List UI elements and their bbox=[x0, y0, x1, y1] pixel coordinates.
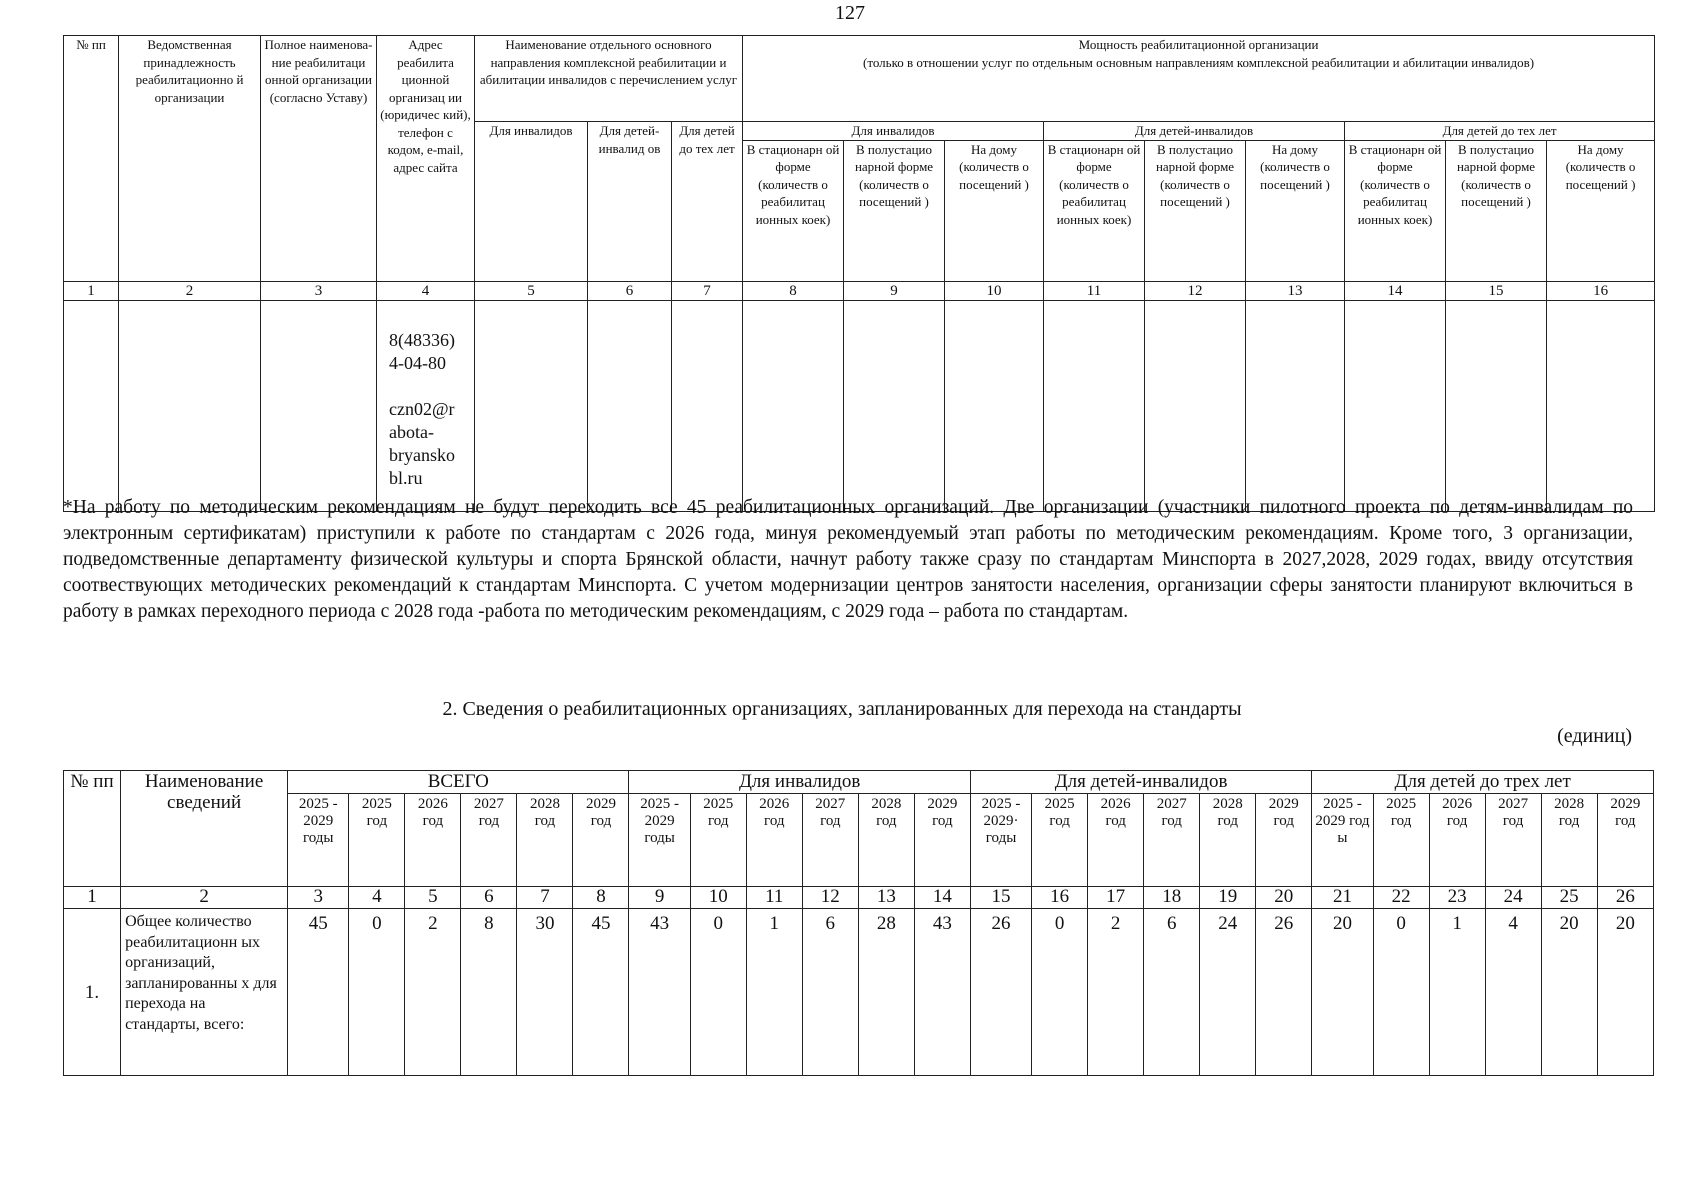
value-cell: 20 bbox=[1541, 909, 1597, 1076]
value-cell: 45 bbox=[288, 909, 349, 1076]
header-year: 2028 год bbox=[1541, 794, 1597, 887]
column-number: 18 bbox=[1144, 887, 1200, 909]
header-year: 2026 год bbox=[1088, 794, 1144, 887]
header-year: 2025 - 2029· годы bbox=[970, 794, 1031, 887]
header-year: 2026 год bbox=[746, 794, 802, 887]
column-number: 1 bbox=[64, 281, 119, 300]
column-number: 13 bbox=[858, 887, 914, 909]
header-year: 2027 год bbox=[802, 794, 858, 887]
column-number: 3 bbox=[288, 887, 349, 909]
header-year: 2025 - 2029 годы bbox=[288, 794, 349, 887]
column-number: 14 bbox=[1345, 281, 1446, 300]
column-number: 1 bbox=[64, 887, 121, 909]
value-cell: 28 bbox=[858, 909, 914, 1076]
standards-transition-table bbox=[63, 770, 1654, 1076]
header-full-name: Полное наименова-ние реабилитаци онной организации (согласно Уставу) bbox=[261, 36, 377, 282]
header-capacity bbox=[743, 36, 1655, 122]
header-num: № пп bbox=[64, 36, 119, 282]
email-line: bryansko bbox=[389, 444, 455, 465]
header-group-children-disabled: Для детей-инвалидов bbox=[1044, 122, 1345, 141]
column-number: 11 bbox=[746, 887, 802, 909]
column-number: 25 bbox=[1541, 887, 1597, 909]
value-cell: 2 bbox=[405, 909, 461, 1076]
table-row bbox=[64, 909, 1654, 1076]
header-semi-stationary: В полустацио нарной форме (количеств о посещений ) bbox=[1145, 140, 1246, 281]
value-cell: 2 bbox=[1088, 909, 1144, 1076]
header-num: № пп bbox=[64, 771, 121, 887]
column-number: 26 bbox=[1597, 887, 1653, 909]
value-cell: 43 bbox=[629, 909, 690, 1076]
value-cell: 45 bbox=[573, 909, 629, 1076]
column-number: 23 bbox=[1429, 887, 1485, 909]
header-year: 2028 год bbox=[1200, 794, 1256, 887]
header-group: Для детей до трех лет bbox=[1312, 771, 1654, 794]
header-group-children-under: Для детей до тех лет bbox=[1345, 122, 1655, 141]
column-number: 15 bbox=[1446, 281, 1547, 300]
value-cell: 20 bbox=[1312, 909, 1373, 1076]
header-semi-stationary: В полустацио нарной форме (количеств о посещений ) bbox=[844, 140, 945, 281]
table-cell bbox=[743, 300, 844, 511]
value-cell: 0 bbox=[349, 909, 405, 1076]
column-number: 24 bbox=[1485, 887, 1541, 909]
column-number: 10 bbox=[945, 281, 1044, 300]
value-cell: 0 bbox=[690, 909, 746, 1076]
header-group: Для инвалидов bbox=[629, 771, 970, 794]
table-cell bbox=[844, 300, 945, 511]
header-dir-children-disabled: Для детей-инвалид ов bbox=[588, 122, 672, 282]
column-number: 9 bbox=[844, 281, 945, 300]
header-capacity-note: (только в отношении услуг по отдельным основным направлениям комплексной реабилитации и абилитации инвалидов) bbox=[863, 54, 1535, 70]
value-cell: 0 bbox=[1032, 909, 1088, 1076]
header-address: Адрес реабилита ционной организац ии (юридичес кий), телефон с кодом, e-mail, адрес сайта bbox=[377, 36, 475, 282]
value-cell: 8 bbox=[461, 909, 517, 1076]
header-group: ВСЕГО bbox=[288, 771, 629, 794]
header-year: 2029 год bbox=[914, 794, 970, 887]
phone-number: 8(48336) 4-04-80 bbox=[389, 329, 455, 373]
column-number: 2 bbox=[119, 281, 261, 300]
column-number: 12 bbox=[1145, 281, 1246, 300]
column-number: 10 bbox=[690, 887, 746, 909]
table-cell bbox=[475, 300, 588, 511]
column-number: 6 bbox=[461, 887, 517, 909]
header-name: Наименование сведений bbox=[121, 771, 288, 887]
column-number: 19 bbox=[1200, 887, 1256, 909]
column-number: 8 bbox=[743, 281, 844, 300]
unit-label: (единиц) bbox=[1557, 725, 1632, 747]
email-line: bl.ru bbox=[389, 467, 423, 488]
column-number: 8 bbox=[573, 887, 629, 909]
value-cell: 26 bbox=[970, 909, 1031, 1076]
column-number: 20 bbox=[1256, 887, 1312, 909]
header-year: 2026 год bbox=[405, 794, 461, 887]
table-cell bbox=[1446, 300, 1547, 511]
header-dir-children-under3: Для детей до тех лет bbox=[672, 122, 743, 282]
table-cell bbox=[1044, 300, 1145, 511]
header-home: На дому (количеств о посещений ) bbox=[1246, 140, 1345, 281]
value-cell: 20 bbox=[1597, 909, 1653, 1076]
footnote: *На работу по методическим рекомендациям не будут переходить все 45 реабилитационных организаций. Две организации (участники пилотного проекта по детям-инвалидам по электронным сертификатам) приступили к работе по стандартам с 2026 года, минуя рекомендуемый этап работы по методическим рекомендациям. Кроме того, 3 организации, подведомственные департаменту физической культуры и спорта Брянской области, начнут работу также сразу по стандартам Минспорта в 2027,2028, 2029 годах, ввиду отсутствия соотвествующих методических рекомендаций к стандартам Минспорта. С учетом модернизации центров занятости населения, организации сферы занятости планируют включиться в работу в рамках переходного периода с 2028 года -работа по методическим рекомендациям, с 2029 года – работа по стандартам. bbox=[63, 497, 1633, 622]
column-number: 2 bbox=[121, 887, 288, 909]
value-cell: 1 bbox=[1429, 909, 1485, 1076]
page-number: 127 bbox=[835, 2, 865, 24]
header-year: 2026 год bbox=[1429, 794, 1485, 887]
header-year: 2027 год bbox=[1485, 794, 1541, 887]
header-year: 2025 год bbox=[1373, 794, 1429, 887]
value-cell: 24 bbox=[1200, 909, 1256, 1076]
header-year: 2025 - 2029 годы bbox=[629, 794, 690, 887]
column-number: 14 bbox=[914, 887, 970, 909]
header-capacity-title: Мощность реабилитационной организации bbox=[1078, 37, 1319, 52]
email-line: abota- bbox=[389, 421, 434, 442]
column-number: 16 bbox=[1032, 887, 1088, 909]
header-year: 2029 год bbox=[573, 794, 629, 887]
column-number: 7 bbox=[672, 281, 743, 300]
column-number: 7 bbox=[517, 887, 573, 909]
column-number: 22 bbox=[1373, 887, 1429, 909]
header-year: 2029 год bbox=[1256, 794, 1312, 887]
table-cell bbox=[261, 300, 377, 511]
header-stationary: В стационарн ой форме (количеств о реабилитац ионных коек) bbox=[743, 140, 844, 281]
value-cell: 26 bbox=[1256, 909, 1312, 1076]
header-year: 2028 год bbox=[517, 794, 573, 887]
column-number: 9 bbox=[629, 887, 690, 909]
value-cell: 43 bbox=[914, 909, 970, 1076]
header-home: На дому (количеств о посещений ) bbox=[945, 140, 1044, 281]
address-cell bbox=[377, 300, 475, 511]
column-number: 13 bbox=[1246, 281, 1345, 300]
section-2-title: 2. Сведения о реабилитационных организациях, запланированных для перехода на стандарты bbox=[442, 698, 1242, 720]
value-cell: 4 bbox=[1485, 909, 1541, 1076]
table-cell bbox=[119, 300, 261, 511]
header-direction: Наименование отдельного основного направления комплексной реабилитации и абилитации инвалидов с перечислением услуг bbox=[475, 36, 743, 122]
header-stationary: В стационарн ой форме (количеств о реабилитац ионных коек) bbox=[1044, 140, 1145, 281]
header-year: 2027 год bbox=[1144, 794, 1200, 887]
table-cell bbox=[1547, 300, 1655, 511]
header-year: 2025 год bbox=[1032, 794, 1088, 887]
header-year: 2025 год bbox=[349, 794, 405, 887]
column-number: 4 bbox=[349, 887, 405, 909]
column-number: 5 bbox=[405, 887, 461, 909]
header-year: 2027 год bbox=[461, 794, 517, 887]
table-cell bbox=[945, 300, 1044, 511]
table-cell bbox=[1345, 300, 1446, 511]
row-name: Общее количество реабилитационн ых организаций, запланированны х для перехода на стандарты, всего: bbox=[121, 909, 288, 1076]
header-semi-stationary: В полустацио нарной форме (количеств о посещений ) bbox=[1446, 140, 1547, 281]
column-number: 5 bbox=[475, 281, 588, 300]
column-number: 17 bbox=[1088, 887, 1144, 909]
header-year: 2029 год bbox=[1597, 794, 1653, 887]
value-cell: 6 bbox=[1144, 909, 1200, 1076]
table-cell bbox=[1246, 300, 1345, 511]
rehab-organizations-table bbox=[63, 35, 1655, 512]
column-number: 4 bbox=[377, 281, 475, 300]
email-line: czn02@r bbox=[389, 398, 455, 419]
header-dir-disabled: Для инвалидов bbox=[475, 122, 588, 282]
value-cell: 6 bbox=[802, 909, 858, 1076]
column-number: 3 bbox=[261, 281, 377, 300]
column-number: 21 bbox=[1312, 887, 1373, 909]
value-cell: 30 bbox=[517, 909, 573, 1076]
header-group-disabled: Для инвалидов bbox=[743, 122, 1044, 141]
header-year: 2025 год bbox=[690, 794, 746, 887]
table-cell bbox=[1145, 300, 1246, 511]
value-cell: 1 bbox=[746, 909, 802, 1076]
header-stationary: В стационарн ой форме (количеств о реабилитац ионных коек) bbox=[1345, 140, 1446, 281]
table-cell bbox=[64, 300, 119, 511]
column-number: 16 bbox=[1547, 281, 1655, 300]
value-cell: 0 bbox=[1373, 909, 1429, 1076]
header-year: 2028 год bbox=[858, 794, 914, 887]
header-home: На дому (количеств о посещений ) bbox=[1547, 140, 1655, 281]
header-affiliation: Ведомственная принадлежность реабилитационно й организации bbox=[119, 36, 261, 282]
header-year: 2025 - 2029 год ы bbox=[1312, 794, 1373, 887]
header-group: Для детей-инвалидов bbox=[970, 771, 1311, 794]
column-number: 15 bbox=[970, 887, 1031, 909]
table-cell bbox=[672, 300, 743, 511]
table-cell bbox=[588, 300, 672, 511]
column-number: 6 bbox=[588, 281, 672, 300]
row-number: 1. bbox=[64, 909, 121, 1076]
column-number: 12 bbox=[802, 887, 858, 909]
column-number: 11 bbox=[1044, 281, 1145, 300]
